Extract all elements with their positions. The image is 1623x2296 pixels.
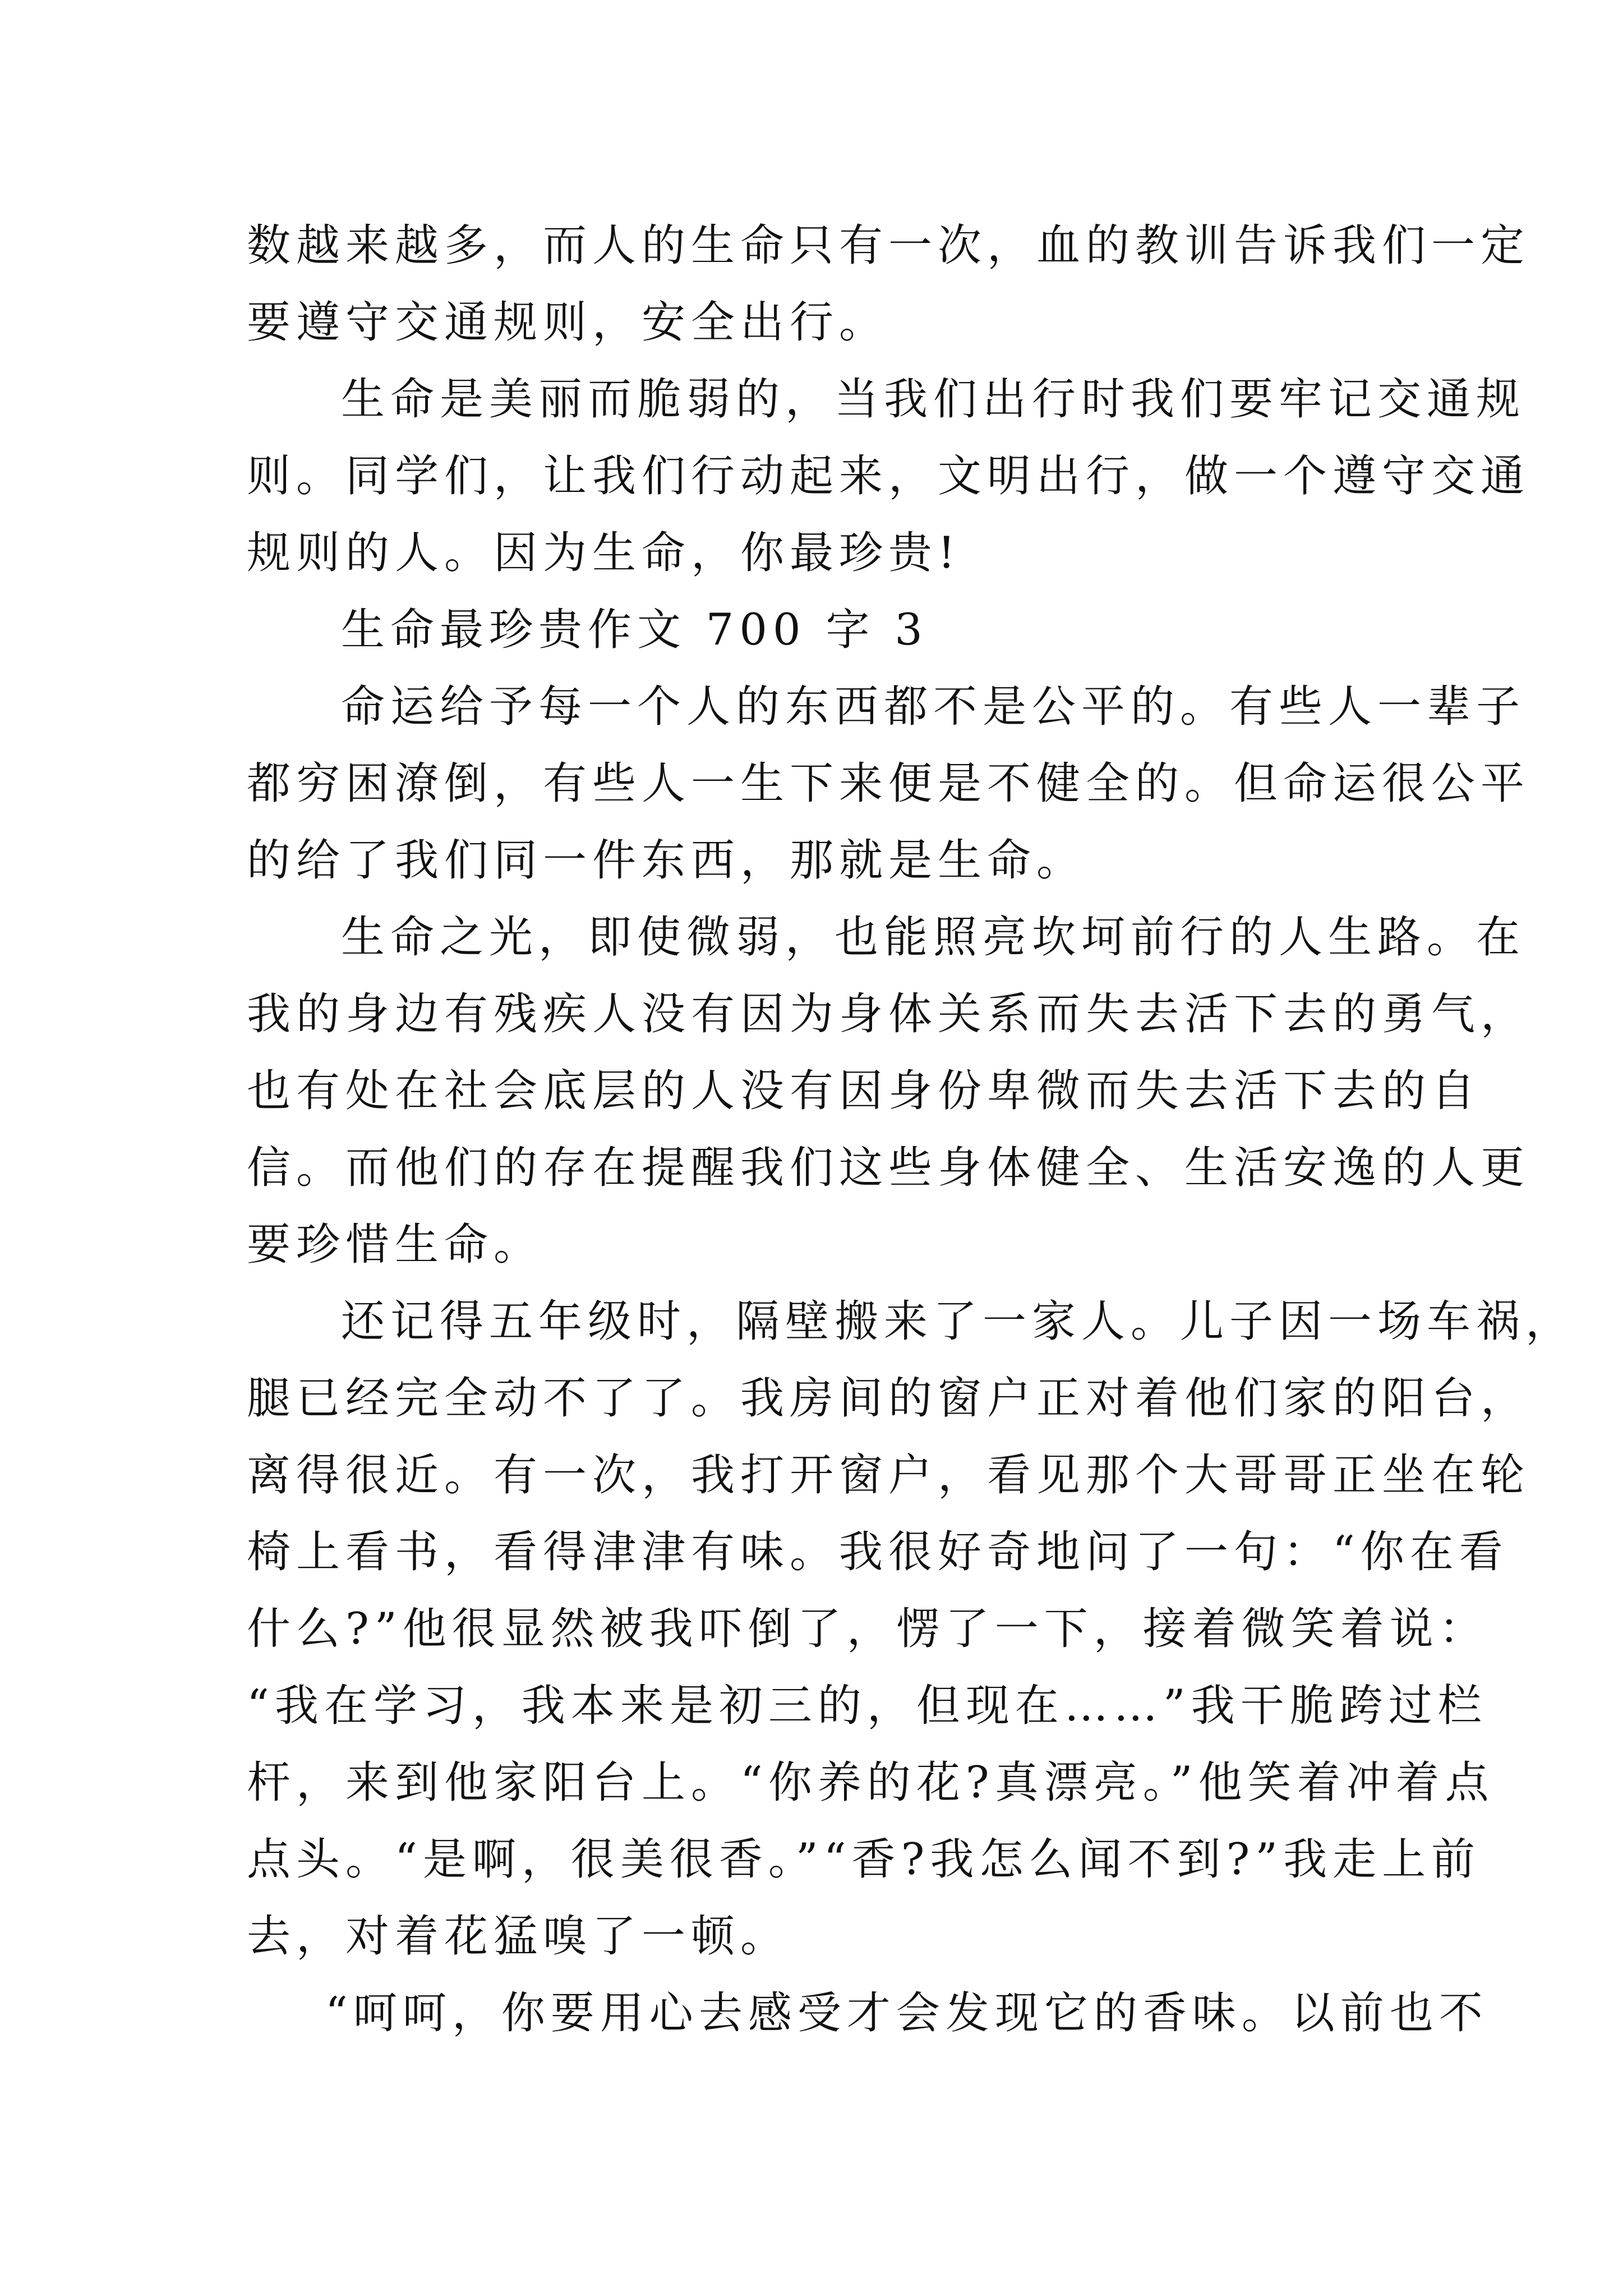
paragraph-line: “呵呵，你要用心去感受才会发现它的香味。以前也不 — [325, 1988, 1488, 2039]
paragraph-line: 生命之光，即使微弱，也能照亮坎坷前行的人生路。在 — [341, 912, 1526, 963]
paragraph-line: 去，对着花猛嗅了一顿。 — [247, 1911, 790, 1962]
paragraph-line: “我在学习，我本来是初三的，但现在……”我干脆跨过栏 — [247, 1681, 1487, 1731]
paragraph-line: 规则的人。因为生命，你最珍贵! — [247, 528, 961, 578]
paragraph-line: 要珍惜生命。 — [247, 1220, 543, 1270]
paragraph-line: 点头。“是啊，很美很香。”“香?我怎么闻不到?”我走上前 — [247, 1834, 1481, 1885]
paragraph-line: 腿已经完全动不了了。我房间的窗户正对着他们家的阳台， — [247, 1373, 1530, 1424]
paragraph-line: 也有处在社会底层的人没有因身份卑微而失去活下去的自 — [247, 1066, 1481, 1116]
paragraph-line: 都穷困潦倒，有些人一生下来便是不健全的。但命运很公平 — [247, 758, 1530, 809]
essay-body — [247, 208, 1575, 2052]
paragraph-line: 数越来越多，而人的生命只有一次，血的教训告诉我们一定 — [247, 220, 1530, 271]
paragraph-line: 什么?”他很显然被我吓倒了，愣了一下，接着微笑着说： — [247, 1604, 1488, 1654]
paragraph-line: 还记得五年级时，隔壁搬来了一家人。儿子因一场车祸， — [341, 1296, 1575, 1347]
paragraph-line: 椅上看书，看得津津有味。我很好奇地问了一句：“你在看 — [247, 1527, 1509, 1577]
paragraph-line: 离得很近。有一次，我打开窗户，看见那个大哥哥正坐在轮 — [247, 1450, 1530, 1501]
paragraph-line: 生命是美丽而脆弱的，当我们出行时我们要牢记交通规 — [341, 374, 1526, 425]
paragraph-line: 的给了我们同一件东西，那就是生命。 — [247, 835, 1086, 886]
paragraph-line: 则。同学们，让我们行动起来，文明出行，做一个遵守交通 — [247, 451, 1530, 501]
paragraph-line: 我的身边有残疾人没有因为身体关系而失去活下去的勇气， — [247, 989, 1530, 1039]
paragraph-line: 杆，来到他家阳台上。“你养的花?真漂亮。”他笑着冲着点 — [247, 1757, 1495, 1808]
essay-heading: 生命最珍贵作文 700 字 3 — [341, 605, 928, 655]
paragraph-line: 要遵守交通规则，安全出行。 — [247, 297, 889, 348]
paragraph-line: 命运给予每一个人的东西都不是公平的。有些人一辈子 — [341, 682, 1526, 732]
paragraph-line: 信。而他们的存在提醒我们这些身体健全、生活安逸的人更 — [247, 1143, 1530, 1193]
